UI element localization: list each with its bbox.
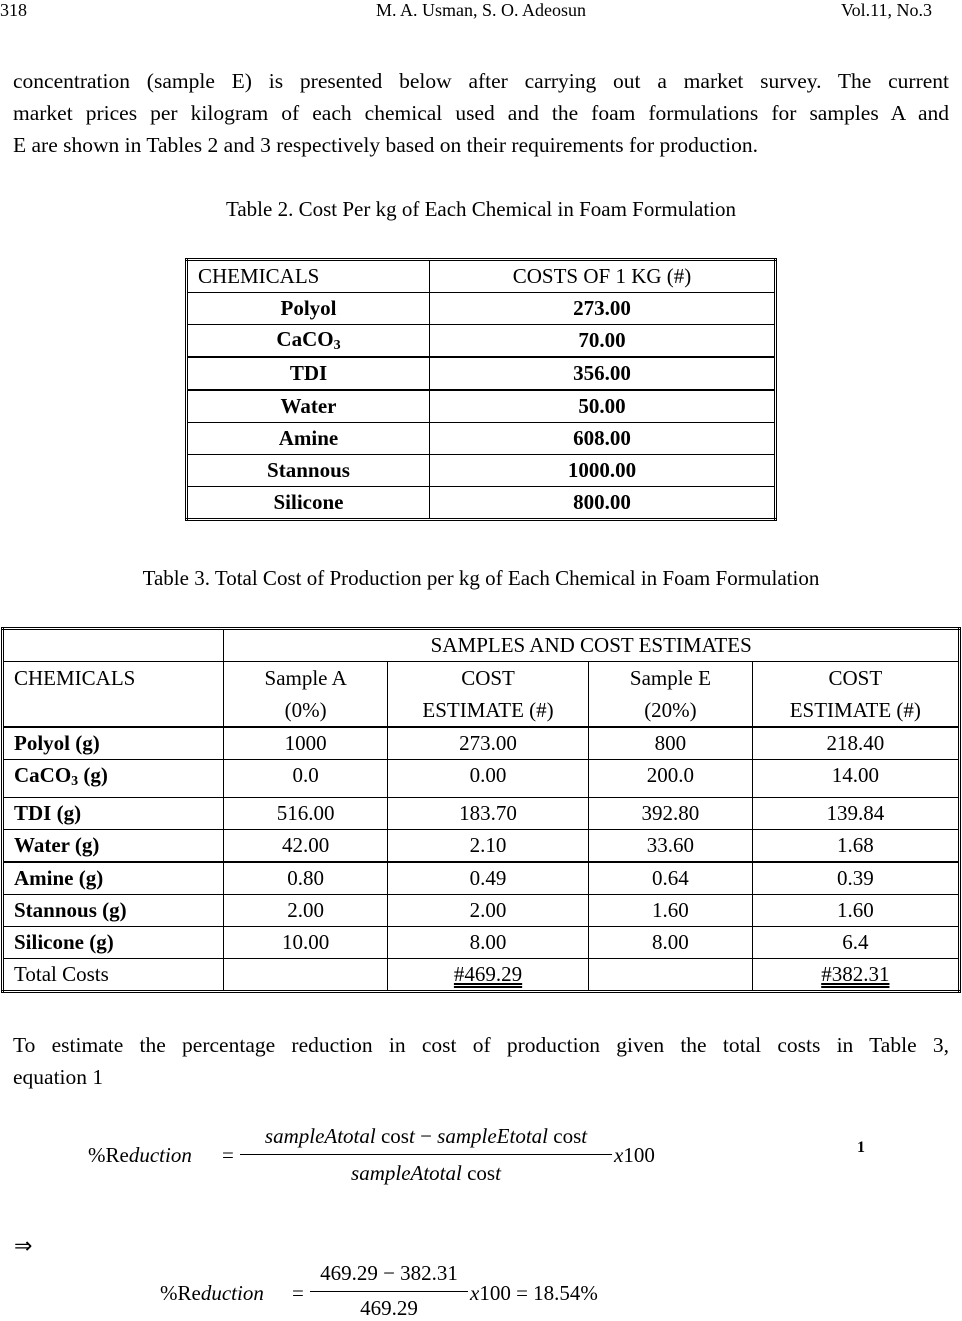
table3-cost-a-value: 8.00 — [387, 927, 588, 959]
table2-header-cost: COSTS OF 1 KG (#) — [430, 260, 776, 293]
equation-2-numerator: 469.29 − 382.31 — [320, 1261, 458, 1285]
table3-sample-e-value: 0.64 — [589, 862, 752, 895]
equation-1-lhs: %Reduction — [88, 1143, 192, 1167]
table3-total-a: #469.29 — [453, 962, 523, 986]
equation-1 — [0, 1110, 962, 1190]
fraction-bar — [240, 1154, 612, 1155]
table3-sample-e-value: 1.60 — [589, 895, 752, 927]
table2-cost: 356.00 — [573, 361, 631, 385]
table3-cost-e-value: 218.40 — [752, 727, 959, 760]
equation-1-equals: = — [222, 1143, 234, 1167]
equation-2 — [0, 1257, 962, 1319]
table2-cost: 50.00 — [578, 394, 626, 418]
table2-chemical: Polyol — [280, 296, 337, 320]
table3-header-cost-a: COST ESTIMATE (#) — [387, 662, 588, 728]
table2-chemical: Stannous — [267, 458, 350, 482]
table3-sample-a-value: 0.0 — [224, 760, 387, 798]
equation-1-numerator: sampleAtotal cost − sampleEtotal cost — [264, 1124, 588, 1148]
subscript: 3 — [333, 338, 341, 353]
table3-chemical: Stannous (g) — [14, 898, 127, 922]
equation-2-result: 18.54% — [533, 1281, 598, 1305]
table2-chemical: TDI — [289, 361, 328, 385]
table3-cost-e-value: 1.68 — [752, 830, 959, 863]
table3-header-row — [3, 662, 960, 728]
equation-1-multiplier: x100 — [614, 1143, 655, 1167]
table2-header-chemicals: CHEMICALS — [187, 260, 430, 293]
table3-group-header-row — [3, 629, 960, 662]
table-row — [187, 390, 776, 423]
table3-group-header: SAMPLES AND COST ESTIMATES — [224, 629, 960, 662]
table3-sample-a-value: 10.00 — [224, 927, 387, 959]
equation-2-lhs: %Reduction — [160, 1281, 264, 1305]
table2-cost: 608.00 — [573, 426, 631, 450]
table-row — [187, 455, 776, 487]
table-row — [3, 798, 960, 830]
table3-header-sample-e: Sample E (20%) — [589, 662, 752, 728]
table3-sample-e-value: 33.60 — [589, 830, 752, 863]
table3-cost-a-value: 2.10 — [387, 830, 588, 863]
table3-total-e: #382.31 — [821, 962, 890, 986]
running-header-authors: M. A. Usman, S. O. Adeosun — [375, 0, 586, 20]
table3-chemical-unit: (g) — [78, 763, 108, 787]
table3-sample-a-value: 0.80 — [224, 862, 387, 895]
table3-total-row — [3, 959, 960, 992]
table2-chemical: Silicone — [273, 490, 344, 514]
table-row — [3, 862, 960, 895]
table-row — [187, 325, 776, 358]
table3-cost-e-value: 1.60 — [752, 895, 959, 927]
table2-caption: Table 2. Cost Per kg of Each Chemical in Foam Formulation — [225, 197, 737, 221]
estimate-line-2: equation 1 — [13, 1065, 104, 1089]
intro-paragraph — [13, 65, 949, 161]
table2-cost: 70.00 — [578, 328, 626, 352]
table2-header-row — [187, 260, 776, 293]
table2-cost: 1000.00 — [567, 458, 637, 482]
table3-sample-a-value: 42.00 — [224, 830, 387, 863]
table2-chemical-costs — [185, 258, 777, 521]
intro-line-2: market prices per kilogram of each chemical used and the foam formulations for samples A and — [13, 101, 949, 125]
intro-line-1: concentration (sample E) is presented below after carrying out a market survey. The current — [13, 69, 949, 93]
table3-chemical: Silicone (g) — [14, 930, 114, 954]
equation-2-denominator: 469.29 — [360, 1296, 418, 1320]
table-row — [3, 727, 960, 760]
equation-2-fraction — [310, 1257, 468, 1319]
table3-chemical: TDI (g) — [14, 801, 82, 825]
equation-2-multiplier: x100 = 18.54% — [470, 1281, 598, 1305]
table3-caption: Table 3. Total Cost of Production per kg of Each Chemical in Foam Formulation — [142, 566, 820, 590]
fraction-bar — [310, 1291, 468, 1292]
table3-cost-a-value: 0.00 — [387, 760, 588, 798]
table2-cost: 273.00 — [573, 296, 631, 320]
table3-cost-a-value: 2.00 — [387, 895, 588, 927]
table3-sample-e-value: 800 — [589, 727, 752, 760]
subscript: 3 — [71, 774, 79, 789]
table3-cost-a-value: 273.00 — [387, 727, 588, 760]
table-row — [3, 830, 960, 863]
table-row — [3, 760, 960, 798]
table-row — [187, 487, 776, 520]
table3-header-chemicals: CHEMICALS — [3, 662, 224, 728]
page-number: 318 — [0, 0, 27, 20]
table3-header-cost-e: COST ESTIMATE (#) — [752, 662, 959, 728]
estimate-paragraph — [13, 1029, 949, 1093]
table3-chemical: Polyol (g) — [14, 731, 100, 755]
equation-1-fraction — [240, 1110, 612, 1190]
table2-chemical: Water — [280, 394, 337, 418]
table3-sample-a-value: 1000 — [224, 727, 387, 760]
table2-chemical: CaCO — [276, 327, 334, 351]
table3-empty-cell — [3, 629, 224, 662]
table3-header-sample-a: Sample A (0%) — [224, 662, 387, 728]
table3-cost-e-value: 14.00 — [752, 760, 959, 798]
table3-production-costs — [1, 627, 961, 993]
implies-symbol: ⇒ — [14, 1234, 33, 1259]
table3-cost-e-value: 6.4 — [752, 927, 959, 959]
table3-chemical: CaCO — [14, 763, 72, 787]
table3-cost-e-value: 139.84 — [752, 798, 959, 830]
table-row — [3, 927, 960, 959]
table3-chemical: Amine (g) — [14, 866, 104, 890]
table3-sample-e-value: 8.00 — [589, 927, 752, 959]
table3-chemical: Water (g) — [14, 833, 100, 857]
table-row — [3, 895, 960, 927]
table2-chemical: Amine — [278, 426, 339, 450]
table3-cost-e-value: 0.39 — [752, 862, 959, 895]
table3-cost-a-value: 0.49 — [387, 862, 588, 895]
table-row — [187, 423, 776, 455]
intro-line-3: E are shown in Tables 2 and 3 respectively based on their requirements for production. — [13, 133, 759, 157]
table3-sample-a-value: 516.00 — [224, 798, 387, 830]
table-row — [187, 293, 776, 325]
table3-total-label: Total Costs — [3, 959, 224, 992]
running-header-volume: Vol.11, No.3 — [840, 0, 932, 20]
table-row — [187, 357, 776, 390]
table3-empty-cell — [224, 959, 387, 992]
table3-sample-e-value: 392.80 — [589, 798, 752, 830]
estimate-line-1: To estimate the percentage reduction in cost of production given the total costs in Table 3, — [13, 1033, 949, 1057]
equation-2-equals: = — [292, 1281, 304, 1305]
table3-sample-e-value: 200.0 — [589, 760, 752, 798]
table3-cost-a-value: 183.70 — [387, 798, 588, 830]
table3-empty-cell — [589, 959, 752, 992]
equation-1-number: 1 — [857, 1139, 865, 1156]
equation-1-denominator: sampleAtotal cost — [351, 1161, 501, 1185]
table3-sample-a-value: 2.00 — [224, 895, 387, 927]
table2-cost: 800.00 — [573, 490, 631, 514]
